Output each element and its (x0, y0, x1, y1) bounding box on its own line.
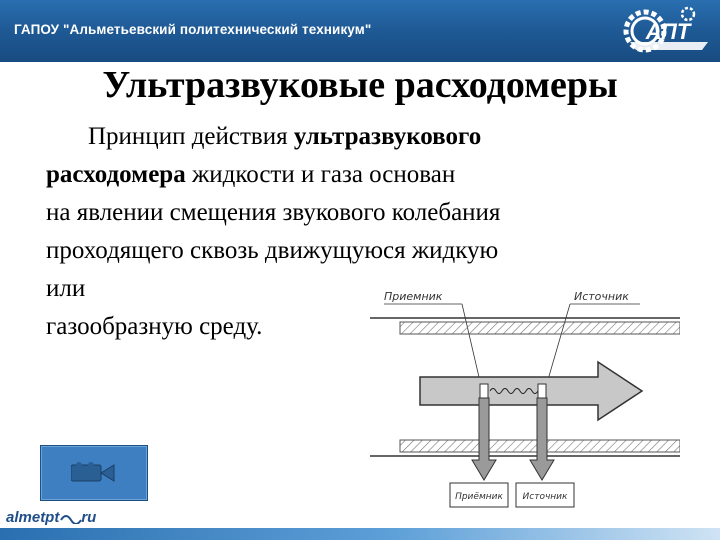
slide-title: Ультразвуковые расходомеры (102, 64, 618, 106)
video-play-button[interactable] (40, 445, 148, 501)
site-name: almetpt (6, 509, 60, 526)
site-domain: ru (81, 509, 97, 526)
paragraph-line-4: проходящего сквозь движущуюся жидкую (46, 237, 499, 264)
source-signal-arrow (530, 398, 554, 480)
institution-name: ГАПОУ "Альметьевский политехнический техникум" (14, 22, 372, 37)
receiver-label-top: Приемник (384, 290, 443, 303)
paragraph-line-1 (46, 118, 656, 156)
video-camera-icon (71, 462, 115, 484)
college-logo (618, 4, 714, 58)
term-ultrasonic: ультразвукового (293, 123, 482, 150)
receiver-signal-arrow (472, 398, 496, 480)
source-transducer (538, 384, 546, 398)
source-box-label: Источник (522, 492, 568, 502)
footer-site-link[interactable] (6, 509, 96, 526)
term-flowmeter: расходомера (46, 161, 186, 188)
receiver-transducer (480, 384, 488, 398)
paragraph-line-6: газообразную среду. (46, 313, 263, 340)
flow-direction-arrow (420, 362, 642, 420)
footer-bar (0, 528, 720, 540)
source-label-top: Источник (574, 290, 629, 303)
text-fragment: жидкости и газа основан (185, 161, 456, 188)
paragraph-line-3: на явлении смещения звукового колебания (46, 199, 501, 226)
paragraph-line-2 (46, 156, 656, 194)
text-fragment: Принцип действия (88, 123, 294, 150)
header-bar (0, 0, 720, 62)
wave-icon (60, 512, 82, 524)
logo-text: АПТ (645, 19, 691, 44)
flowmeter-diagram (370, 280, 680, 515)
pipe-hatch-top (400, 322, 680, 334)
paragraph-line-5: или (46, 275, 86, 302)
receiver-box-label: Приёмник (455, 492, 503, 502)
